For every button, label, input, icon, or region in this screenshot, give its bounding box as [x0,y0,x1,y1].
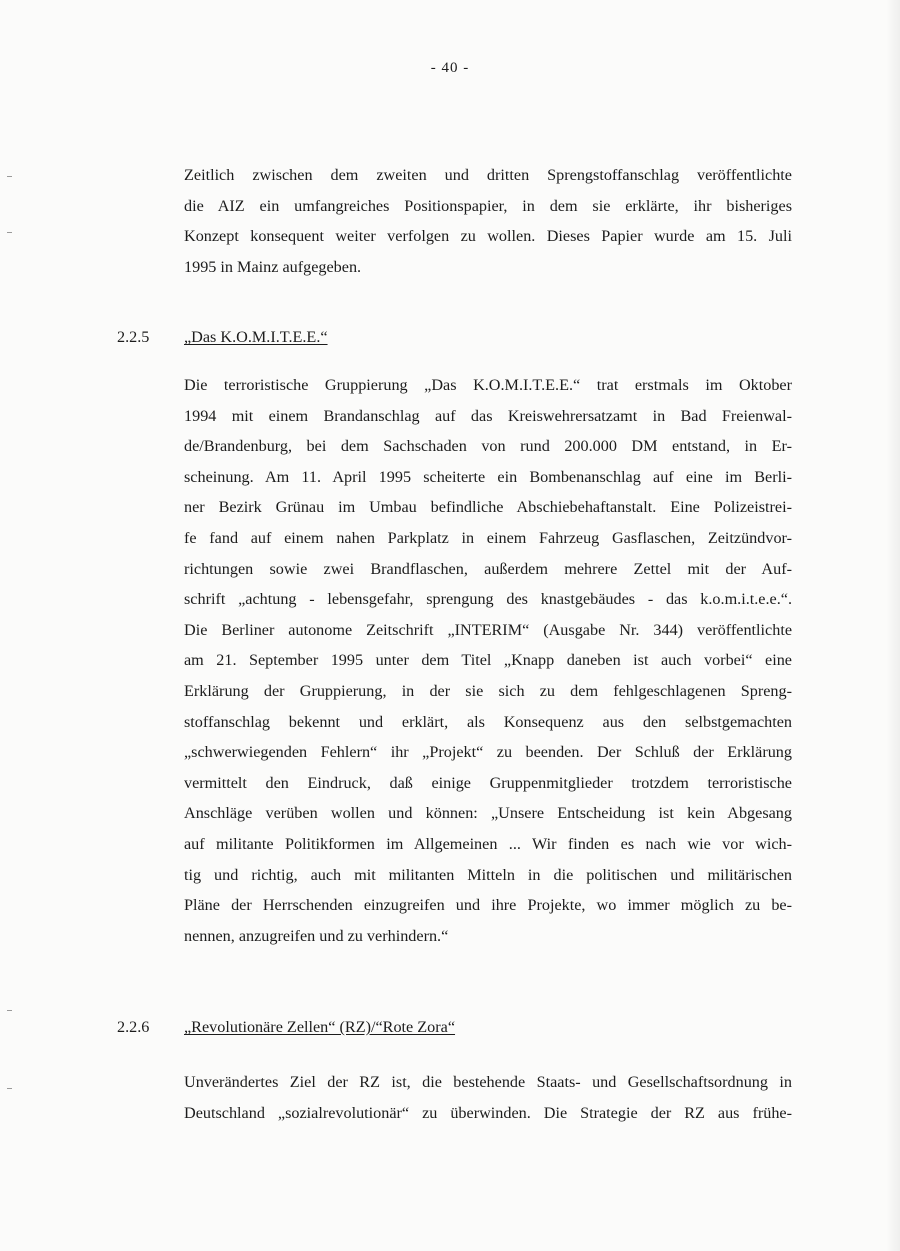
text-line: auf militante Politikformen im Allgemeinen ... Wir finden es nach wie vor wich- [184,834,792,853]
text-line: Deutschland „sozialrevolutionär“ zu überwinden. Die Strategie der RZ aus frühe- [184,1103,792,1122]
paragraph-aiz [184,160,792,282]
text-line: ner Bezirk Grünau im Umbau befindliche Abschiebehaftanstalt. Eine Polizeistrei- [184,498,792,517]
text-line: scheinung. Am 11. April 1995 scheiterte ein Bombenanschlag auf eine im Berli- [184,467,792,486]
section-title: „Das K.O.M.I.T.E.E.“ [184,328,328,346]
text-line: Die terroristische Gruppierung „Das K.O.M.I.T.E.E.“ trat erstmals im Oktober [184,376,792,394]
text-line: stoffanschlag bekennt und erklärt, als Konsequenz aus den selbstgemachten [184,712,792,731]
margin-mark [7,1088,12,1089]
text-line: Die Berliner autonome Zeitschrift „INTERIM“ (Ausgabe Nr. 344) veröffentlichte [184,620,792,639]
page-edge-shadow [886,0,900,1251]
page-number: - 40 - [430,60,470,76]
text-line: „schwerwiegenden Fehlern“ ihr „Projekt“ zu beenden. Der Schluß der Erklärung [184,743,792,762]
text-line: die AIZ ein umfangreiches Positionspapier, in dem sie erklärte, ihr bisheriges [184,196,792,215]
margin-mark [7,232,12,233]
text-line: Konzept konsequent weiter verfolgen zu wollen. Dieses Papier wurde am 15. Juli [184,227,792,246]
text-line: 1995 in Mainz aufgegeben. [184,257,362,276]
section-number: 2.2.6 [117,1018,150,1036]
text-line: 1994 mit einem Brandanschlag auf das Kreiswehrersatzamt in Bad Freienwal- [184,406,792,425]
text-line: Zeitlich zwischen dem zweiten und dritten Sprengstoffanschlag veröffentlichte [184,166,792,184]
text-line: Unverändertes Ziel der RZ ist, die bestehende Staats- und Gesellschaftsordnung in [184,1073,792,1091]
text-line: nennen, anzugreifen und zu verhindern.“ [184,926,449,945]
section-title: „Revolutionäre Zellen“ (RZ)/“Rote Zora“ [184,1018,456,1036]
section-number: 2.2.5 [117,328,150,346]
text-line: Anschläge verüben wollen und können: „Unsere Entscheidung ist kein Abgesang [184,804,792,823]
text-line: vermittelt den Eindruck, daß einige Gruppenmitglieder trotzdem terroristische [184,773,792,792]
text-line: fe fand auf einem nahen Parkplatz in einem Fahrzeug Gasflaschen, Zeitzündvor- [184,528,792,547]
text-line: schrift „achtung - lebensgefahr, sprengung des knastgebäudes - das k.o.m.i.t.e.e.“. [184,590,792,609]
margin-mark [7,1010,12,1011]
text-line: tig und richtig, auch mit militanten Mitteln in die politischen und militärischen [184,865,792,884]
text-line: am 21. September 1995 unter dem Titel „Knapp daneben ist auch vorbei“ eine [184,651,792,670]
margin-mark [7,176,12,177]
text-line: Erklärung der Gruppierung, in der sie sich zu dem fehlgeschlagenen Spreng- [184,681,792,700]
paragraph-rz [184,1067,792,1128]
text-line: Pläne der Herrschenden einzugreifen und ihre Projekte, wo immer möglich zu be- [184,896,792,915]
text-line: de/Brandenburg, bei dem Sachschaden von rund 200.000 DM entstand, in Er- [184,437,792,456]
paragraph-komitee [184,370,792,951]
text-line: richtungen sowie zwei Brandflaschen, außerdem mehrere Zettel mit der Auf- [184,559,792,578]
